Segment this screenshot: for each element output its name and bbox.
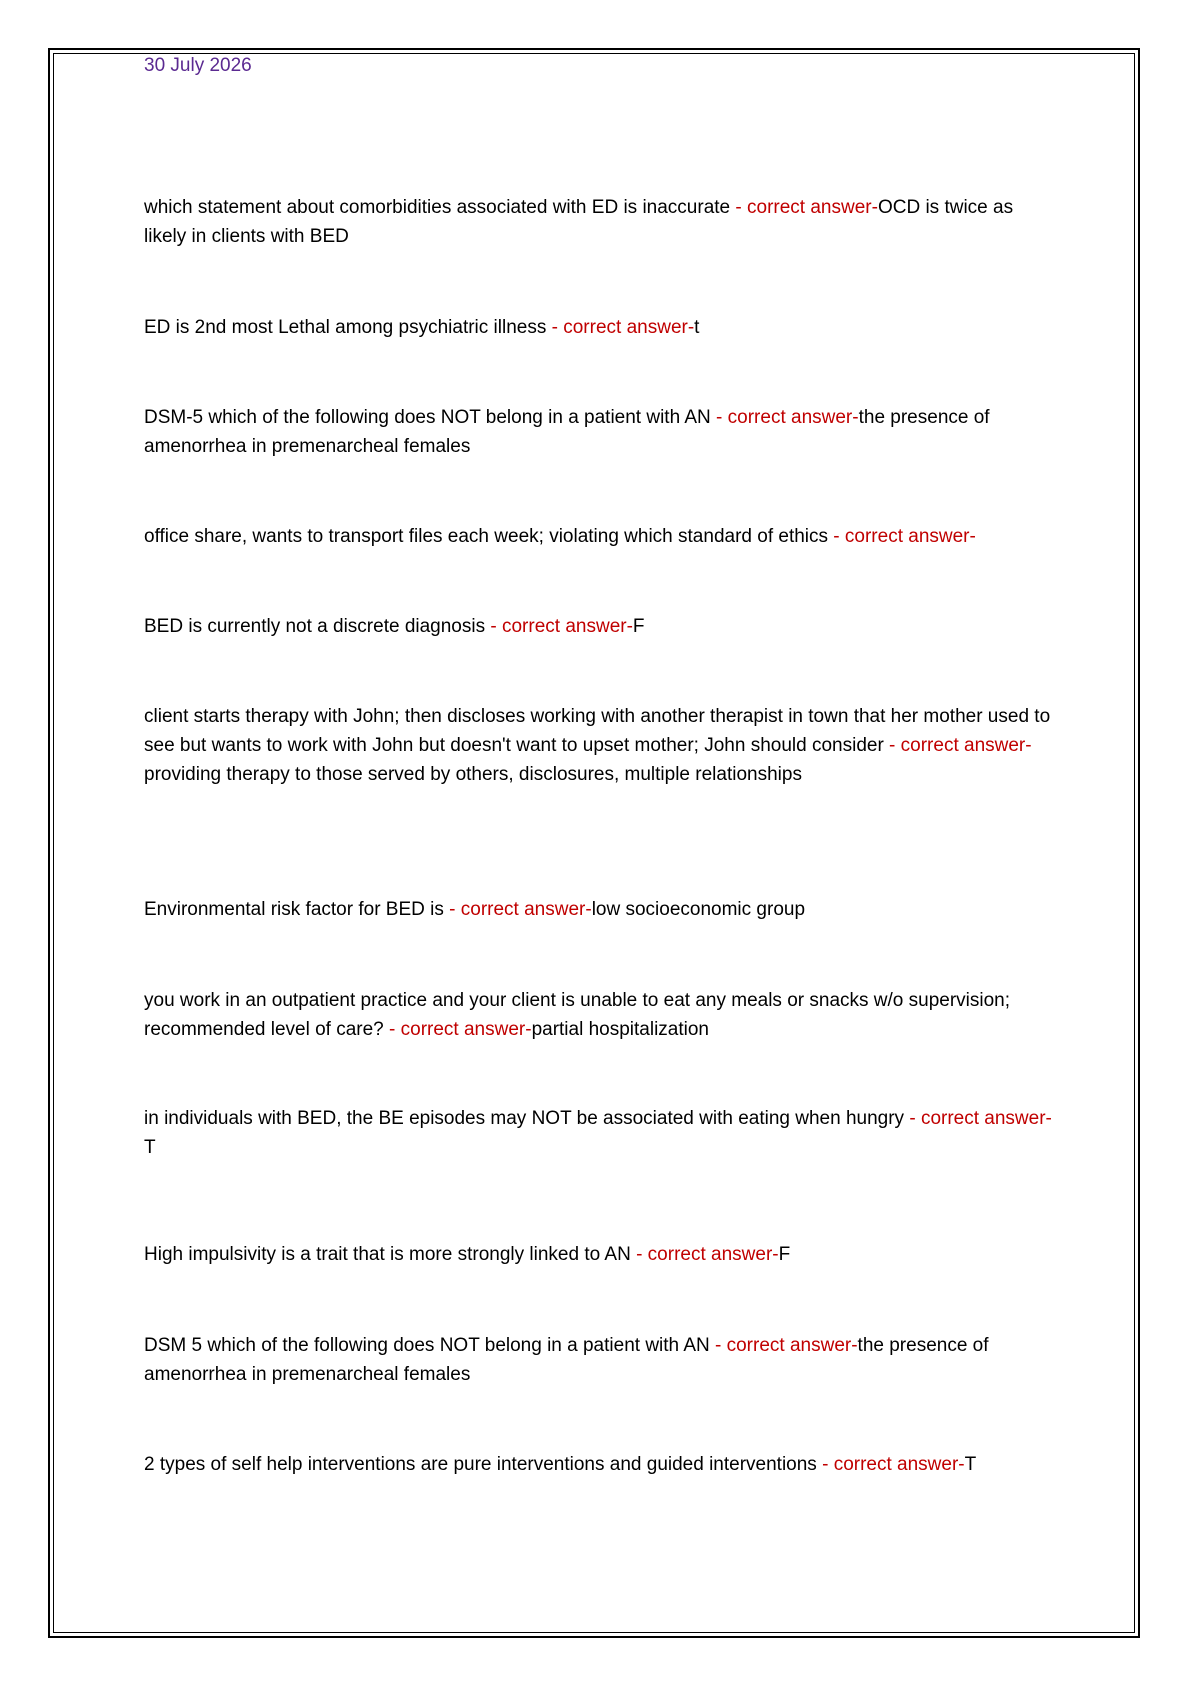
answer-text: low socioeconomic group: [591, 899, 806, 920]
answer-text: partial hospitalization: [531, 1019, 710, 1040]
answer-separator: - correct answer-: [883, 735, 1032, 756]
answer-text: F: [778, 1244, 791, 1265]
answer-separator: - correct answer-: [730, 197, 878, 218]
qa-item: [144, 986, 1054, 1044]
answer-text: t: [694, 317, 700, 338]
question-text: which statement about comorbidities associated with ED is inaccurate: [144, 197, 731, 218]
answer-separator: - correct answer-: [709, 1335, 858, 1356]
question-text: High impulsivity is a trait that is more strongly linked to AN: [144, 1244, 631, 1265]
question-text: ED is 2nd most Lethal among psychiatric illness: [144, 317, 547, 338]
answer-separator: - correct answer-: [485, 616, 633, 637]
question-text: Environmental risk factor for BED is: [144, 899, 444, 920]
answer-text: the presence of amenorrhea in premenarcheal females: [144, 1335, 989, 1385]
question-text: 2 types of self help interventions are pure interventions and guided interventions: [144, 1454, 817, 1475]
answer-text: providing therapy to those served by others, disclosures, multiple relationships: [144, 764, 802, 785]
answer-text: the presence of amenorrhea in premenarcheal females: [144, 407, 990, 457]
answer-text: F: [632, 616, 645, 637]
answer-separator: - correct answer-: [383, 1019, 532, 1040]
qa-item: [144, 1331, 1054, 1389]
answer-separator: - correct answer-: [443, 899, 592, 920]
qa-item: [144, 1104, 1054, 1162]
qa-item: [144, 1450, 1054, 1479]
answer-separator: - correct answer-: [828, 526, 976, 547]
question-text: BED is currently not a discrete diagnosis: [144, 616, 486, 637]
question-text: DSM 5 which of the following does NOT belong in a patient with AN: [144, 1335, 710, 1356]
answer-separator: - correct answer-: [904, 1108, 1052, 1129]
qa-item: [144, 403, 1054, 461]
question-text: DSM-5 which of the following does NOT belong in a patient with AN: [144, 407, 711, 428]
qa-item: [144, 895, 1054, 924]
qa-item: [144, 193, 1054, 251]
answer-separator: - correct answer-: [816, 1454, 965, 1475]
answer-text: T: [964, 1454, 977, 1475]
qa-item: [144, 702, 1054, 789]
answer-text: OCD is twice as likely in clients with BED: [144, 197, 1014, 247]
answer-text: T: [144, 1137, 156, 1158]
qa-item: [144, 313, 1054, 342]
question-text: office share, wants to transport files each week; violating which standard of ethics: [144, 526, 829, 547]
question-text: in individuals with BED, the BE episodes may NOT be associated with eating when hungry: [144, 1108, 905, 1129]
qa-item: [144, 1240, 1054, 1269]
question-text: client starts therapy with John; then discloses working with another therapist in town that her mother used to see but wants to work with John but doesn't want to upset mother; John should consider: [144, 706, 1051, 756]
answer-separator: - correct answer-: [630, 1244, 779, 1265]
answer-separator: - correct answer-: [546, 317, 695, 338]
answer-separator: - correct answer-: [710, 407, 859, 428]
question-text: you work in an outpatient practice and your client is unable to eat any meals or snacks w/o supervision; recommended level of care?: [144, 990, 1011, 1040]
qa-item: [144, 522, 1054, 551]
qa-item: [144, 612, 1054, 641]
document-date: 30 July 2026: [144, 55, 252, 76]
page-border-inner: [53, 53, 1135, 1633]
